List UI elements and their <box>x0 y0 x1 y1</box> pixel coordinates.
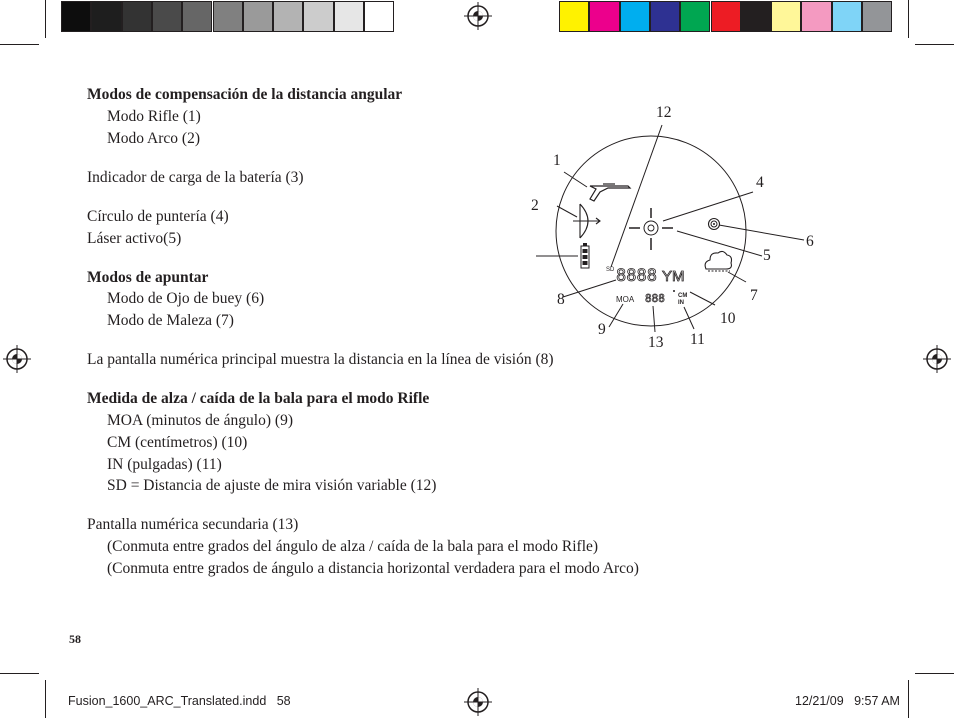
crop-mark <box>908 0 909 38</box>
gray-swatch <box>243 1 273 32</box>
gray-swatch <box>213 1 243 32</box>
lcd-units: YM <box>662 268 685 285</box>
registration-mark-icon <box>2 344 32 374</box>
color-swatch <box>771 1 801 32</box>
callout-5: 5 <box>763 247 771 264</box>
crop-mark <box>0 673 39 674</box>
reticle-text: Círculo de puntería (4) <box>87 208 229 225</box>
aim-modes-heading: Modos de apuntar <box>87 269 209 286</box>
color-swatch <box>559 1 589 32</box>
cm-item: CM (centímetros) (10) <box>107 434 248 451</box>
callout-2: 2 <box>531 197 539 214</box>
secondary-rifle-note: (Conmuta entre grados del ángulo de alza / caída de la bala para el modo Rifle) <box>107 538 599 555</box>
slug-file: Fusion_1600_ARC_Translated.indd 58 <box>68 694 291 708</box>
callout-4: 4 <box>756 174 764 191</box>
color-swatch <box>680 1 710 32</box>
reticle-icon <box>629 208 673 250</box>
callout-1: 1 <box>553 152 561 169</box>
sd-item: SD = Distancia de ajuste de mira visión variable (12) <box>107 477 437 494</box>
brush-mode-item: Modo de Maleza (7) <box>107 312 234 329</box>
secondary-bow-note: (Conmuta entre grados de ángulo a distancia horizontal verdadera para el modo Arco) <box>107 560 639 577</box>
lcd-main-digits: 8888 <box>616 266 657 286</box>
lcd-moa-label: MOA <box>616 295 635 304</box>
gray-swatch <box>152 1 182 32</box>
color-swatch <box>832 1 862 32</box>
color-swatch <box>650 1 680 32</box>
registration-mark-icon <box>463 1 493 31</box>
color-swatch <box>620 1 650 32</box>
gray-swatch <box>303 1 333 32</box>
moa-item: MOA (minutos de ángulo) (9) <box>107 412 293 429</box>
angle-modes-heading: Modos de compensación de la distancia angular <box>87 86 403 103</box>
registration-mark-icon <box>922 344 952 374</box>
callout-6: 6 <box>806 233 814 250</box>
bullet-drop-heading: Medida de alza / caída de la bala para el modo Rifle <box>87 390 430 407</box>
lcd-cm-label: CM <box>678 293 688 299</box>
brush-mode-icon <box>705 251 731 271</box>
callout-12: 12 <box>656 104 672 121</box>
lcd-sd-label: SD <box>606 267 615 273</box>
callout-13: 13 <box>648 334 664 351</box>
slug-page: 58 <box>276 694 291 708</box>
color-swatch <box>589 1 619 32</box>
crop-mark <box>915 44 954 45</box>
gray-swatch <box>61 1 91 32</box>
bow-icon <box>573 204 600 238</box>
main-display-text: La pantalla numérica principal muestra la distancia en la línea de visión (8) <box>87 351 554 368</box>
gray-swatch <box>273 1 303 32</box>
rifle-icon <box>590 184 630 201</box>
display-diagram <box>520 100 840 360</box>
gray-swatch <box>182 1 212 32</box>
secondary-display-text: Pantalla numérica secundaria (13) <box>87 516 299 533</box>
callout-10: 10 <box>720 310 736 327</box>
color-swatch <box>862 1 892 32</box>
gray-swatch <box>334 1 364 32</box>
rifle-mode-item: Modo Rifle (1) <box>107 108 201 125</box>
crop-mark <box>908 680 909 718</box>
callout-8: 8 <box>557 291 565 308</box>
crop-mark <box>45 680 46 718</box>
callout-9: 9 <box>598 321 606 338</box>
bullseye-mode-item: Modo de Ojo de buey (6) <box>107 290 265 307</box>
registration-mark-icon <box>463 687 493 717</box>
slug-timestamp: 12/21/09 9:57 AM <box>795 694 900 708</box>
gray-swatch <box>91 1 121 32</box>
gray-swatch <box>364 1 394 32</box>
crop-mark <box>45 0 46 38</box>
page-number: 58 <box>69 632 81 646</box>
color-swatch <box>801 1 831 32</box>
bow-mode-item: Modo Arco (2) <box>107 130 200 147</box>
lcd-in-label: IN <box>678 300 684 306</box>
callout-7: 7 <box>750 287 758 304</box>
lcd-secondary-digits: 888 <box>645 292 665 305</box>
callout-11: 11 <box>690 331 705 348</box>
crop-mark <box>0 44 39 45</box>
gray-swatch <box>122 1 152 32</box>
laser-active-text: Láser activo(5) <box>87 230 182 247</box>
battery-indicator-text: Indicador de carga de la batería (3) <box>87 169 304 186</box>
battery-icon <box>581 243 589 268</box>
color-swatch <box>741 1 771 32</box>
in-item: IN (pulgadas) (11) <box>107 456 222 473</box>
laser-active-icon <box>709 219 720 230</box>
color-swatch <box>711 1 741 32</box>
crop-mark <box>915 673 954 674</box>
